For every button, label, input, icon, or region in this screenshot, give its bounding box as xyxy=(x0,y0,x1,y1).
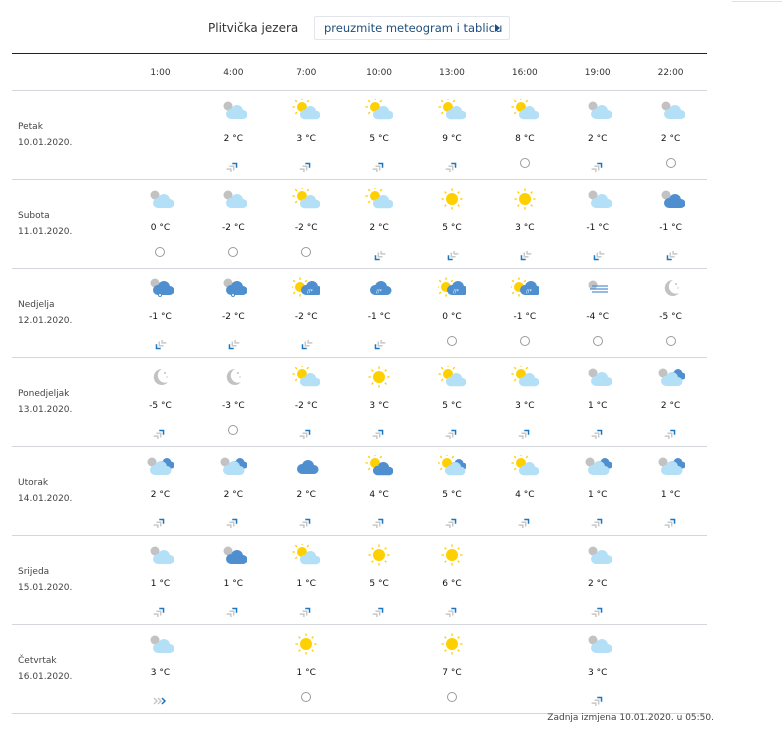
moon-darkcloud-weather-icon xyxy=(657,188,685,210)
calm-wind-icon xyxy=(228,425,238,435)
forecast-cell xyxy=(270,447,343,536)
day-name: Ponedjeljak xyxy=(18,389,70,399)
sun-cloud-weather-icon xyxy=(292,544,320,566)
moon-cloud-weather-icon xyxy=(657,99,685,121)
wind-northeast-icon xyxy=(444,424,460,434)
forecast-cell xyxy=(124,269,197,358)
forecast-cell xyxy=(343,180,416,269)
day-name: Utorak xyxy=(18,478,49,488)
sun-cloud-weather-icon xyxy=(511,366,539,388)
empty-cell xyxy=(343,625,416,713)
top-right-divider xyxy=(732,1,782,2)
wind-northeast-icon xyxy=(590,513,606,523)
wind-northeast-icon xyxy=(298,424,314,434)
day-label-cell xyxy=(12,180,124,269)
wind-southwest-icon xyxy=(225,335,241,345)
forecast-cell xyxy=(634,536,707,625)
temperature: 2 °C xyxy=(150,490,171,500)
wind-northeast-icon xyxy=(225,157,241,167)
moon-weather-icon xyxy=(146,366,174,388)
wind-northeast-icon xyxy=(517,424,533,434)
darkcloud-weather-icon xyxy=(292,455,320,477)
hour-header: 1:00 xyxy=(124,62,197,91)
wind-southwest-icon xyxy=(444,246,460,256)
wind-northeast-icon xyxy=(225,513,241,523)
day-label-cell xyxy=(12,91,124,180)
calm-wind-icon xyxy=(301,692,311,702)
day-row xyxy=(12,269,707,358)
forecast-cell xyxy=(197,180,270,269)
moon-snow-weather-icon xyxy=(146,277,174,299)
svg-text://*: //* xyxy=(376,289,382,295)
temperature: 2 °C xyxy=(369,223,389,233)
temperature: -5 °C xyxy=(659,312,682,322)
moon-weather-icon xyxy=(219,366,247,388)
hour-header: 4:00 xyxy=(197,62,270,91)
temperature: 3 °C xyxy=(588,668,608,678)
day-row xyxy=(12,536,707,625)
sun-cloud-weather-icon xyxy=(365,99,393,121)
temperature: 5 °C xyxy=(442,223,462,233)
sun-cloud-weather-icon xyxy=(292,99,320,121)
moon-cloud-weather-icon xyxy=(584,99,612,121)
forecast-cell xyxy=(124,358,197,447)
forecast-cell xyxy=(124,91,197,180)
forecast-cell xyxy=(416,625,489,714)
day-date: 10.01.2020. xyxy=(18,138,73,148)
calm-wind-icon xyxy=(447,336,457,346)
forecast-cell xyxy=(270,358,343,447)
forecast-cell xyxy=(124,625,197,714)
forecast-cell xyxy=(270,91,343,180)
forecast-cell xyxy=(634,625,707,714)
temperature: 1 °C xyxy=(588,401,608,411)
temperature: -5 °C xyxy=(149,401,172,411)
calm-wind-icon xyxy=(520,158,530,168)
wind-northeast-icon xyxy=(590,602,606,612)
day-column-header xyxy=(12,62,124,91)
wind-northeast-icon xyxy=(590,691,606,701)
day-date: 14.01.2020. xyxy=(18,494,73,504)
wind-northeast-icon xyxy=(663,424,679,434)
sun-weather-icon xyxy=(438,633,466,655)
wind-northeast-icon xyxy=(663,513,679,523)
forecast-cell xyxy=(343,536,416,625)
sun-weather-icon xyxy=(438,188,466,210)
temperature: 1 °C xyxy=(150,579,171,589)
temperature: 2 °C xyxy=(296,490,316,500)
forecast-cell xyxy=(634,91,707,180)
forecast-cell xyxy=(124,447,197,536)
sun-cloud-weather-icon xyxy=(511,455,539,477)
wind-northeast-icon xyxy=(371,513,387,523)
day-date: 13.01.2020. xyxy=(18,405,73,415)
caret-right-icon xyxy=(495,24,500,32)
sun-darkcloud-weather-icon xyxy=(365,455,393,477)
day-label-cell xyxy=(12,625,124,714)
day-row xyxy=(12,625,707,714)
last-modified-text: Zadnja izmjena 10.01.2020. u 05:50. xyxy=(547,713,714,723)
day-label-cell xyxy=(12,447,124,536)
forecast-cell xyxy=(488,447,561,536)
wind-northeast-icon xyxy=(517,513,533,523)
day-label-cell xyxy=(12,358,124,447)
forecast-cell xyxy=(416,91,489,180)
day-date: 11.01.2020. xyxy=(18,227,73,237)
day-row xyxy=(12,447,707,536)
forecast-cell xyxy=(634,180,707,269)
moon-snow-weather-icon xyxy=(219,277,247,299)
wind-northeast-icon xyxy=(152,513,168,523)
forecast-cell xyxy=(634,358,707,447)
day-label-cell xyxy=(12,269,124,358)
forecast-cell xyxy=(124,536,197,625)
svg-text://*: //* xyxy=(525,289,532,295)
moon-cloud-weather-icon xyxy=(584,366,612,388)
calm-wind-icon xyxy=(593,336,603,346)
temperature: 4 °C xyxy=(515,490,535,500)
sun-weather-icon xyxy=(511,188,539,210)
sun-weather-icon xyxy=(365,366,393,388)
calm-wind-icon xyxy=(447,692,457,702)
forecast-cell xyxy=(561,180,634,269)
forecast-cell xyxy=(270,536,343,625)
day-label-cell xyxy=(12,536,124,625)
location-name: Plitvička jezera xyxy=(208,21,299,35)
forecast-cell xyxy=(197,536,270,625)
wind-southwest-icon xyxy=(152,335,168,345)
temperature: 2 °C xyxy=(223,490,243,500)
wind-northeast-icon xyxy=(444,513,460,523)
forecast-cell xyxy=(634,447,707,536)
forecast-cell xyxy=(197,625,270,714)
forecast-cell xyxy=(561,536,634,625)
table-top-rule xyxy=(12,53,707,54)
forecast-cell xyxy=(416,180,489,269)
temperature: 1 °C xyxy=(296,579,316,589)
calm-wind-icon xyxy=(520,336,530,346)
temperature: -1 °C xyxy=(586,223,609,233)
wind-southwest-icon xyxy=(517,246,533,256)
temperature: -2 °C xyxy=(294,223,318,233)
sun-weather-icon xyxy=(365,544,393,566)
forecast-cell xyxy=(343,358,416,447)
day-row xyxy=(12,358,707,447)
forecast-cell xyxy=(416,269,489,358)
wind-northeast-icon xyxy=(225,602,241,612)
temperature: 3 °C xyxy=(515,401,535,411)
forecast-header xyxy=(0,16,720,42)
moon-cloud-weather-icon xyxy=(146,544,174,566)
wind-northeast-icon xyxy=(590,424,606,434)
sun-weather-icon xyxy=(292,633,320,655)
moon-cloud-weather-icon xyxy=(219,188,247,210)
temperature: 3 °C xyxy=(515,223,535,233)
forecast-cell xyxy=(416,447,489,536)
calm-wind-icon xyxy=(301,247,311,257)
temperature: 2 °C xyxy=(660,401,681,411)
day-name: Četvrtak xyxy=(18,656,57,666)
day-row xyxy=(12,180,707,269)
temperature: 5 °C xyxy=(442,490,462,500)
sun-cloud-weather-icon xyxy=(365,188,393,210)
svg-text://*: //* xyxy=(307,289,314,295)
forecast-cell xyxy=(343,447,416,536)
fog-weather-icon xyxy=(584,277,612,299)
empty-cell xyxy=(488,536,561,624)
temperature: 2 °C xyxy=(223,134,243,144)
temperature: -1 °C xyxy=(367,312,391,322)
sun-cloud-weather-icon xyxy=(292,188,320,210)
wind-northeast-icon xyxy=(152,602,168,612)
moon-twoclouds-weather-icon xyxy=(584,455,612,477)
wind-northeast-icon xyxy=(298,513,314,523)
wind-east-icon xyxy=(152,691,168,701)
sun-cloud-weather-icon xyxy=(292,366,320,388)
temperature: 1 °C xyxy=(660,490,681,500)
svg-text://*: //* xyxy=(452,289,459,295)
empty-cell xyxy=(197,625,270,713)
forecast-cell xyxy=(270,180,343,269)
calm-wind-icon xyxy=(155,247,165,257)
day-row xyxy=(12,91,707,180)
temperature: 2 °C xyxy=(588,579,608,589)
sun-cloud-weather-icon xyxy=(511,99,539,121)
forecast-cell xyxy=(488,625,561,714)
hour-header: 7:00 xyxy=(270,62,343,91)
temperature: 7 °C xyxy=(442,668,462,678)
forecast-cell xyxy=(561,625,634,714)
wind-northeast-icon xyxy=(444,157,460,167)
day-date: 16.01.2020. xyxy=(18,672,73,682)
temperature: -1 °C xyxy=(659,223,682,233)
moon-cloud-weather-icon xyxy=(584,544,612,566)
forecast-cell xyxy=(270,269,343,358)
temperature: -3 °C xyxy=(222,401,245,411)
forecast-cell xyxy=(488,269,561,358)
hour-header: 13:00 xyxy=(416,62,489,91)
temperature: 9 °C xyxy=(442,134,462,144)
sun-cloud-weather-icon xyxy=(438,366,466,388)
day-name: Petak xyxy=(18,122,43,132)
forecast-cell xyxy=(197,358,270,447)
forecast-cell xyxy=(416,536,489,625)
temperature: -1 °C xyxy=(513,312,537,322)
forecast-cell xyxy=(197,91,270,180)
moon-twoclouds-weather-icon xyxy=(219,455,247,477)
sun-cloud-weather-icon xyxy=(438,99,466,121)
forecast-cell xyxy=(416,358,489,447)
calm-wind-icon xyxy=(666,336,676,346)
empty-cell xyxy=(634,625,707,713)
moon-twoclouds-weather-icon xyxy=(146,455,174,477)
temperature: -2 °C xyxy=(222,312,245,322)
forecast-table xyxy=(12,62,707,714)
hour-header: 16:00 xyxy=(488,62,561,91)
moon-cloud-weather-icon xyxy=(219,99,247,121)
forecast-cell xyxy=(561,358,634,447)
forecast-cell xyxy=(488,180,561,269)
hour-header: 22:00 xyxy=(634,62,707,91)
moon-twoclouds-weather-icon xyxy=(657,455,685,477)
temperature: 1 °C xyxy=(223,579,243,589)
download-meteogram-button[interactable] xyxy=(314,16,510,40)
empty-cell xyxy=(124,91,197,179)
temperature: 0 °C xyxy=(442,312,462,322)
wind-northeast-icon xyxy=(371,424,387,434)
temperature: 8 °C xyxy=(515,134,535,144)
empty-cell xyxy=(488,625,561,713)
wind-southwest-icon xyxy=(298,335,314,345)
forecast-cell xyxy=(343,269,416,358)
forecast-cell xyxy=(343,91,416,180)
wind-northeast-icon xyxy=(371,602,387,612)
wind-southwest-icon xyxy=(371,246,387,256)
sun-sleet-weather-icon xyxy=(511,277,539,299)
temperature: 6 °C xyxy=(442,579,462,589)
wind-northeast-icon xyxy=(298,157,314,167)
forecast-cell xyxy=(561,269,634,358)
forecast-cell xyxy=(197,269,270,358)
hours-header-row xyxy=(12,62,707,91)
day-name: Subota xyxy=(18,211,50,221)
calm-wind-icon xyxy=(228,247,238,257)
wind-northeast-icon xyxy=(444,602,460,612)
forecast-cell xyxy=(343,625,416,714)
temperature: 5 °C xyxy=(369,134,389,144)
sun-sleet-weather-icon xyxy=(438,277,466,299)
calm-wind-icon xyxy=(666,158,676,168)
moon-cloud-weather-icon xyxy=(146,633,174,655)
temperature: 4 °C xyxy=(369,490,389,500)
day-name: Srijeda xyxy=(18,567,50,577)
temperature: -4 °C xyxy=(586,312,609,322)
temperature: 3 °C xyxy=(296,134,316,144)
forecast-cell xyxy=(488,536,561,625)
wind-southwest-icon xyxy=(663,246,679,256)
temperature: 2 °C xyxy=(588,134,608,144)
forecast-cell xyxy=(488,358,561,447)
temperature: -2 °C xyxy=(222,223,245,233)
sleet-weather-icon xyxy=(365,277,393,299)
hour-header: 10:00 xyxy=(343,62,416,91)
temperature: -2 °C xyxy=(294,401,318,411)
wind-northeast-icon xyxy=(371,157,387,167)
temperature: 5 °C xyxy=(442,401,462,411)
hour-header: 19:00 xyxy=(561,62,634,91)
forecast-cell xyxy=(124,180,197,269)
moon-weather-icon xyxy=(657,277,685,299)
moon-cloud-weather-icon xyxy=(146,188,174,210)
wind-southwest-icon xyxy=(590,246,606,256)
day-date: 15.01.2020. xyxy=(18,583,73,593)
wind-southwest-icon xyxy=(371,335,387,345)
temperature: -2 °C xyxy=(294,312,318,322)
empty-cell xyxy=(634,536,707,624)
sun-weather-icon xyxy=(438,544,466,566)
wind-northeast-icon xyxy=(298,602,314,612)
sun-twoclouds-weather-icon xyxy=(438,455,466,477)
download-meteogram-label: preuzmite meteogram i tablicu xyxy=(324,21,503,35)
temperature: 3 °C xyxy=(150,668,171,678)
moon-cloud-weather-icon xyxy=(584,633,612,655)
temperature: -1 °C xyxy=(149,312,172,322)
temperature: 1 °C xyxy=(588,490,608,500)
moon-darkcloud-weather-icon xyxy=(219,544,247,566)
forecast-cell xyxy=(561,447,634,536)
temperature: 0 °C xyxy=(150,223,171,233)
temperature: 5 °C xyxy=(369,579,389,589)
forecast-cell xyxy=(561,91,634,180)
temperature: 2 °C xyxy=(660,134,681,144)
sun-sleet-weather-icon xyxy=(292,277,320,299)
forecast-cell xyxy=(488,91,561,180)
day-name: Nedjelja xyxy=(18,300,55,310)
moon-cloud-weather-icon xyxy=(584,188,612,210)
day-date: 12.01.2020. xyxy=(18,316,73,326)
moon-twoclouds-weather-icon xyxy=(657,366,685,388)
wind-northeast-icon xyxy=(590,157,606,167)
forecast-cell xyxy=(197,447,270,536)
temperature: 1 °C xyxy=(296,668,316,678)
temperature: 3 °C xyxy=(369,401,389,411)
forecast-cell xyxy=(634,269,707,358)
forecast-cell xyxy=(270,625,343,714)
wind-northeast-icon xyxy=(152,424,168,434)
